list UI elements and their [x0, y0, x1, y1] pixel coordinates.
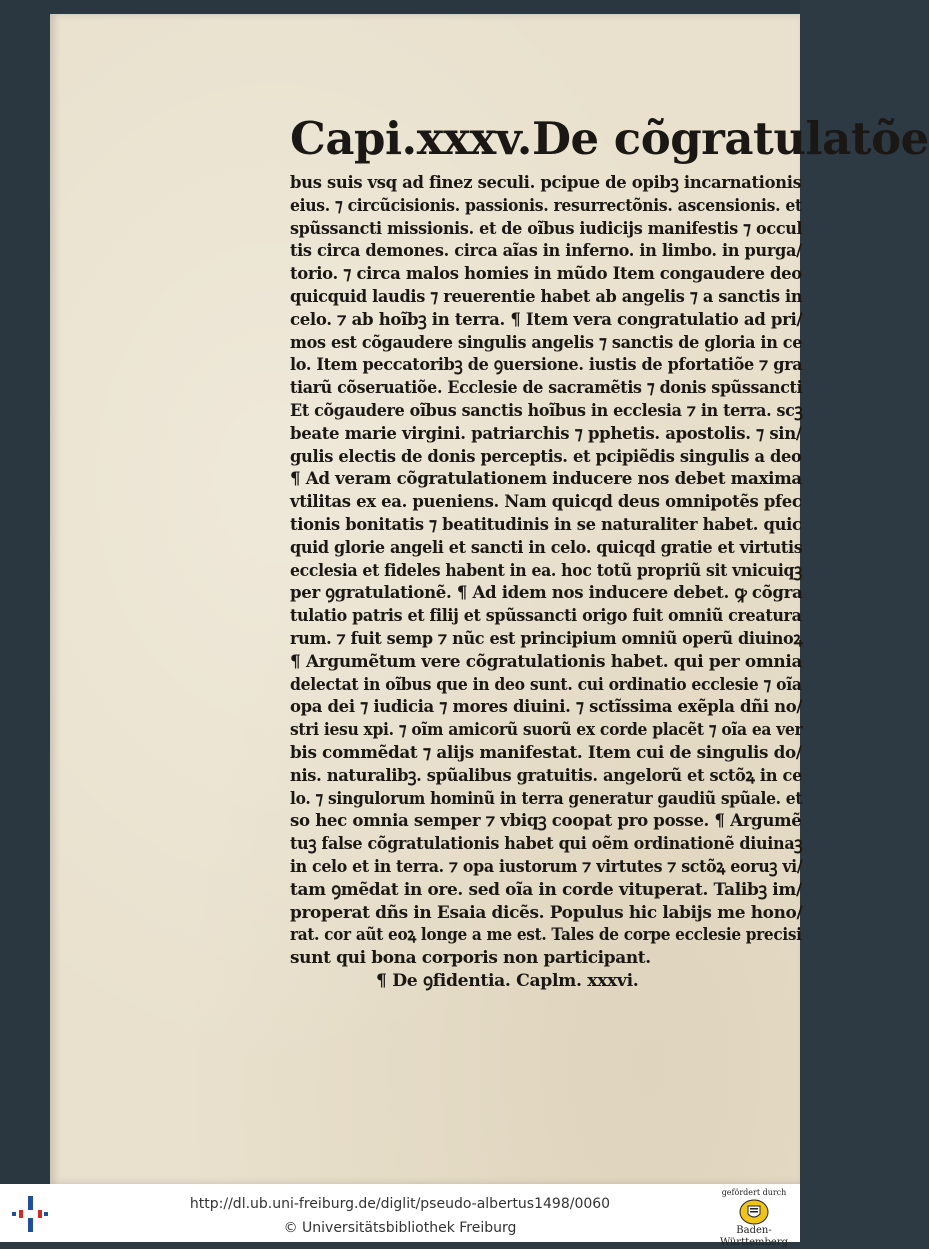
- text-line: in celo et in terra. ⁊ opa iustorum ⁊ virtutes ⁊ sctõꝝ eoruꝫ vi/: [290, 856, 803, 877]
- baden-wuerttemberg-seal-icon: [739, 1199, 769, 1225]
- text-line: stri iesu xpi. ⁊ oĩm amicorũ suorũ ex corde placẽt ⁊ oĩa ea ver: [290, 720, 803, 741]
- page-text-block: [290, 110, 929, 993]
- text-line: quid glorie angeli et sancti in celo. quicqd gratie et virtutis: [290, 537, 803, 558]
- text-line: bus suis vsq ad finez seculi. pcipue de opibꝫ incarnationis: [290, 173, 802, 193]
- text-line: per ꝯgratulationẽ. ¶ Ad idem nos inducere debet. ꝙ cõgra: [290, 583, 803, 604]
- text-line: sunt qui bona corporis non participant.: [290, 948, 651, 969]
- text-line: tiarũ cõseruatiõe. Ecclesie de sacramẽtis ⁊ donis spũssancti: [290, 378, 803, 399]
- body-text: [290, 172, 810, 970]
- text-line: vtilitas ex ea. pueniens. Nam quicqd deus omnipotẽs pfec: [290, 492, 802, 513]
- text-line: celo. ⁊ ab hoĩbꝫ in terra. ¶ Item vera congratulatio ad pri/: [290, 309, 803, 330]
- text-line: Et cõgaudere oĩbus sanctis hoĩbus in ecclesia ⁊ in terra. scꝫ: [290, 400, 803, 421]
- text-line: tionis bonitatis ⁊ beatitudinis in se naturaliter habet. quic: [290, 514, 802, 535]
- chapter-number: Capi.xxxv.: [290, 112, 532, 165]
- funder-name: Baden-Württemberg: [719, 1225, 789, 1248]
- funding-credit: [714, 1188, 794, 1249]
- book-page: [50, 14, 929, 1184]
- copyright-notice: © Universitätsbibliothek Freiburg: [283, 1220, 517, 1236]
- text-line: ¶ Argumẽtum vere cõgratulationis habet. qui per omnia: [290, 651, 803, 672]
- text-line: rum. ⁊ fuit semp ⁊ nũc est principium omniũ operũ diuinoꝝ: [290, 628, 803, 649]
- text-line: delectat in oĩbus que in deo sunt. cui ordinatio ecclesie ⁊ oĩa: [290, 674, 802, 695]
- text-line: bis commẽdat ⁊ alijs manifestat. Item cui de singulis do/: [290, 742, 802, 763]
- text-line: tis circa demones. circa aĩas in inferno. in limbo. in purga/: [290, 241, 802, 262]
- text-line: tuꝫ false cõgratulationis habet qui oẽm ordinationẽ diuinaꝫ: [290, 834, 803, 855]
- text-line: properat dñs in Esaia dicẽs. Populus hic labijs me hono/: [290, 902, 803, 923]
- text-line: tam ꝯmẽdat in ore. sed oĩa in corde vituperat. Talibꝫ im/: [290, 879, 802, 900]
- funded-by-label: gefördert durch: [721, 1188, 787, 1197]
- chapter-title: De cõgratulatõe: [531, 112, 929, 165]
- text-line: torio. ⁊ circa malos homies in mũdo Item congaudere deo: [290, 264, 802, 285]
- text-line: tulatio patris et filij et spũssancti origo fuit omniũ creatura: [290, 606, 802, 627]
- text-line: gulis electis de donis perceptis. et pcipiẽdis singulis a deo: [290, 446, 802, 467]
- text-line: ecclesia et fideles habent in ea. hoc totũ propriũ sit vnicuiqꝫ: [290, 560, 802, 581]
- text-line: opa dei ⁊ iudicia ⁊ mores diuini. ⁊ sctĩssima exẽpla dñi no/: [290, 697, 803, 718]
- text-line: rat. cor aũt eoꝝ longe a me est. Tales de corpe ecclesie precisi: [290, 925, 802, 946]
- text-line: nis. naturalibꝫ. spũalibus gratuitis. angelorũ et sctõꝝ in ce: [290, 765, 803, 786]
- next-chapter-heading: ¶ De ꝯfidentia. Caplm. xxxvi.: [376, 970, 639, 991]
- text-line: ¶ Ad veram cõgratulationem inducere nos debet maxima: [290, 469, 802, 490]
- text-line: lo. Item peccatoribꝫ de ꝯuersione. iustis de pfortatiõe ⁊ gra: [290, 355, 803, 376]
- text-line: lo. ⁊ singulorum hominũ in terra generatur gaudiũ spũale. et: [290, 788, 803, 809]
- text-line: mos est cõgaudere singulis angelis ⁊ sanctis de gloria in ce: [290, 332, 803, 353]
- text-line: spũssancti missionis. et de oĩbus iudicijs manifestis ⁊ occul: [290, 218, 803, 239]
- text-line: so hec omnia semper ⁊ vbiqꝫ coopat pro posse. ¶ Argumẽ: [290, 811, 802, 832]
- viewer-footer: [0, 1184, 800, 1248]
- text-line: quicquid laudis ⁊ reuerentie habet ab angelis ⁊ a sanctis in: [290, 286, 803, 307]
- text-line: eius. ⁊ circũcisionis. passionis. resurrectõnis. ascensionis. et: [290, 195, 802, 216]
- chapter-heading: [290, 110, 929, 168]
- text-line: beate marie virgini. patriarchis ⁊ pphetis. apostolis. ⁊ sin/: [290, 423, 802, 444]
- permalink-url[interactable]: http://dl.ub.uni-freiburg.de/diglit/pseudo-albertus1498/0060: [189, 1196, 611, 1212]
